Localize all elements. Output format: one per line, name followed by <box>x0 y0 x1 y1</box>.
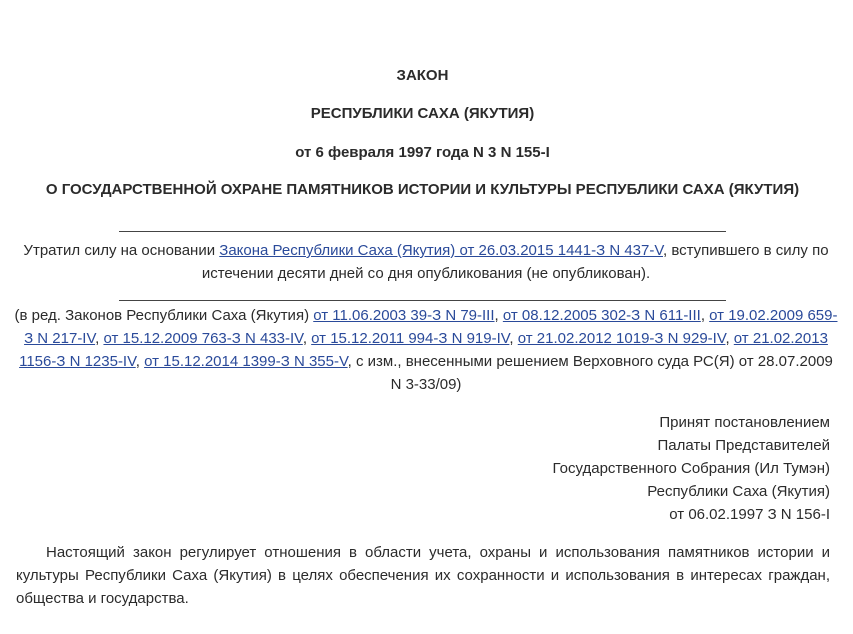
amendment-separator: , <box>135 353 145 370</box>
expired-prefix: Утратил силу на основании <box>23 242 220 259</box>
adoption-line: от 06.02.1997 З N 156-I <box>669 506 830 523</box>
divider-bottom <box>119 300 726 301</box>
amendment-link-5[interactable]: от 15.12.2011 994-З N 919-IV <box>311 330 510 347</box>
amendment-link-4[interactable]: от 15.12.2009 763-З N 433-IV <box>103 330 303 347</box>
divider-top <box>119 231 726 232</box>
adoption-line: Принят постановлением <box>659 414 830 431</box>
amendment-separator: , <box>95 330 104 347</box>
amendments-note <box>14 304 838 396</box>
body-paragraph: Настоящий закон регулирует отношения в области учета, охраны и использования памятников истории и культуры Республики Саха (Якутия) в целях обеспечения их сохранности и использования в интересах граждан, общества и государства. <box>16 544 830 607</box>
adoption-line: Республики Саха (Якутия) <box>647 483 830 500</box>
amendments-suffix: , с изм., внесенными решением Верховного суда РС(Я) от 28.07.2009 N 3-33/09) <box>347 353 833 393</box>
amendment-link-7[interactable]: от 21.02.2013 1156-З N 1235-IV <box>19 330 828 370</box>
date-number-heading: от 6 февраля 1997 года N 3 N 155-I <box>295 144 550 161</box>
doc-type-heading: ЗАКОН <box>396 67 449 84</box>
republic-heading: РЕСПУБЛИКИ САХА (ЯКУТИЯ) <box>310 105 535 122</box>
amendment-link-3[interactable]: от 19.02.2009 659-З N 217-IV <box>24 307 838 347</box>
law-title: О ГОСУДАРСТВЕННОЙ ОХРАНЕ ПАМЯТНИКОВ ИСТОРИИ И КУЛЬТУРЫ РЕСПУБЛИКИ САХА (ЯКУТИЯ) <box>45 181 800 198</box>
repeal-law-link[interactable]: Закона Республики Саха (Якутия) от 26.03.2015 1441-З N 437-V <box>219 242 663 259</box>
amendment-separator: , <box>725 330 734 347</box>
amendment-separator: , <box>509 330 518 347</box>
expired-note <box>12 239 840 285</box>
amendment-link-2[interactable]: от 08.12.2005 302-З N 611-III <box>502 307 701 324</box>
amendment-separator: , <box>494 307 503 324</box>
amendments-prefix: (в ред. Законов Республики Саха (Якутия) <box>14 307 314 324</box>
adoption-line: Палаты Представителей <box>657 437 830 454</box>
adoption-line: Государственного Собрания (Ил Тумэн) <box>552 460 830 477</box>
amendment-separator: , <box>302 330 312 347</box>
amendment-link-8[interactable]: от 15.12.2014 1399-З N 355-V <box>144 353 348 370</box>
amendment-link-6[interactable]: от 21.02.2012 1019-З N 929-IV <box>517 330 726 347</box>
amendment-link-1[interactable]: от 11.06.2003 39-З N 79-III <box>313 307 495 324</box>
adoption-block <box>553 411 830 526</box>
amendment-separator: , <box>700 307 710 324</box>
expired-suffix: , вступившего в силу по истечении десяти дней со дня опубликования (не опубликован). <box>201 242 829 282</box>
